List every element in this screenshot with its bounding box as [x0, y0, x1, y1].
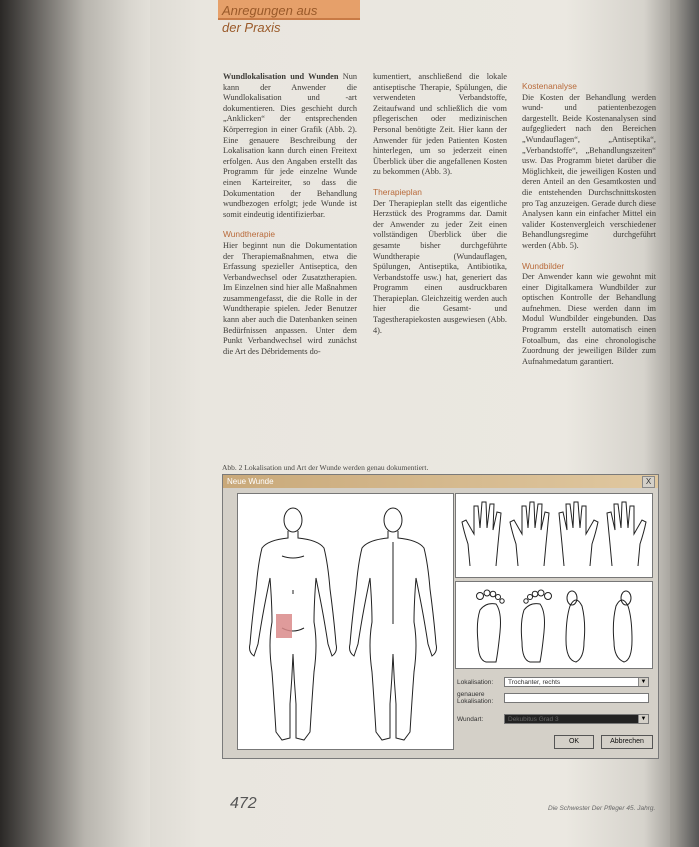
ok-button[interactable]: OK — [554, 735, 594, 749]
dialog-titlebar — [223, 475, 658, 488]
precise-localization-label-2: Lokalisation: — [457, 698, 494, 705]
body-outline-figure — [238, 494, 453, 749]
text-column-2 — [373, 72, 507, 336]
new-wound-dialog — [222, 474, 659, 759]
paragraph-text: Der Anwender kann wie gewohnt mit einer Digitalkamera Wundbilder zur optischen Kontrolle der Behandlung aufnehmen. Diese werden dann im Modul Wundbilder eingebunden. Das Programm erstellt automatisch einen Fotoalbum, das eine chronologische Zuordnung der jeweiligen Bilder zum Aufnahmedatum garantiert. — [522, 272, 656, 366]
figure-caption: Abb. 2 Lokalisation und Art der Wunde werden genau dokumentiert. — [222, 463, 429, 472]
wound-type-label: Wundart: — [457, 716, 484, 723]
localization-select[interactable] — [504, 677, 649, 687]
paragraph — [522, 272, 656, 367]
text-column-1 — [223, 72, 357, 357]
paragraph — [373, 199, 507, 337]
close-button[interactable]: X — [642, 476, 655, 488]
paragraph-text: Die Kosten der Behandlung werden wund- und patientenbezogen dargestellt. Beide Kostenanalysen sind aufgegliedert nach den Bereichen „Wundauflagen“, „Antiseptika“, „Verbandstoffe“, „Behandlungszeiten“ usw. Das Programm bietet darüber die Möglichkeit, die jeweiligen Kosten und deren Anteil an den Gesamtkosten und die entstehenden Durchschnittskosten pro Tag anzuzeigen. Gerade durch diese Analysen kann ein einfacher Mittel ein valider Kostenvergleich verschiedener Behandlungsregime durchgeführt werden (Abb. 5). — [522, 92, 656, 250]
feet-outline-figure — [456, 582, 652, 668]
subheading: Wundbilder — [522, 260, 565, 271]
paragraph — [223, 72, 357, 220]
marked-wound-region[interactable] — [276, 614, 292, 638]
feet-map-panel[interactable] — [455, 581, 653, 669]
section-title-line2: der Praxis — [222, 20, 281, 35]
localization-value: Trochanter, rechts — [508, 679, 561, 686]
precise-localization-input[interactable] — [504, 693, 649, 703]
subheading: Wundtherapie — [223, 229, 275, 240]
paragraph — [522, 93, 656, 252]
localization-label: Lokalisation: — [457, 679, 494, 686]
paragraph — [373, 72, 507, 178]
subheading: Therapieplan — [373, 186, 422, 197]
paragraph-text: Hier beginnt nun die Dokumentation der Therapiemaßnahmen, etwa die Erfassung spezieller Antiseptica, den Verbandwechsel oder Zusatztherapien. Im Einzelnen sind hier alle Maßnahmen zusammengefasst, die die Rolle in der Wundtherapie spielen. Jeder Benutzer kann aber auch die Datenbanken seinen Bedürfnissen anpassen. Unter dem Punkt Verbandwechsel wird zunächst die Art des Débridements do- — [223, 240, 357, 356]
paragraph-text: Der Therapieplan stellt das eigentliche Herzstück des Programms dar. Damit der Anwender zu jeder Zeit einen vollständigen Überblick über die gesamte bisher durchgeführte Wundtherapie (Wundauflagen, Spülungen, Antiseptika, Antibiotika, Verbandstoffe usw.) hat, generiert das Programm einen ausdruckbaren Therapieplan. Gleichzeitig werden auch hier die Gesamt- und Tagestherapiekosten ausgewiesen (Abb. 4). — [373, 198, 507, 335]
chevron-down-icon[interactable]: ▼ — [638, 715, 648, 723]
paragraph-lead: Wundlokalisation und Wunden — [223, 72, 339, 81]
subheading: Kostenanalyse — [522, 81, 577, 91]
wound-type-select[interactable] — [504, 714, 649, 724]
page-number: 472 — [230, 795, 257, 812]
precise-localization-label-1: genauere — [457, 691, 485, 698]
running-footer: Die Schwester Der Pfleger 45. Jahrg. — [548, 805, 656, 812]
paragraph-text: kumentiert, anschließend die lokale antiseptische Therapie, Spülungen, die verwendeten Verbandstoffe, Zeitaufwand und schließlich die vom pflegerischen oder medizinischen Personal benötigte Zeit. Hier kann der Anwender für jeden Patienten Kosten hinterlegen, um so jederzeit einen Überblick über die angefallenen Kosten zu bekommen (Abb. 3). — [373, 72, 507, 177]
cancel-button[interactable]: Abbrechen — [601, 735, 653, 749]
paragraph — [223, 241, 357, 358]
chevron-down-icon[interactable]: ▼ — [638, 678, 648, 686]
wound-type-value: Dekubitus Grad 3 — [508, 716, 559, 723]
paragraph-text: Nun kann der Anwender die Wundlokalisation und -art dokumentieren. Dies geschieht durch „Anklicken“ der entsprechenden Körperregion in einer Grafik (Abb. 2). Eine genauere Beschreibung der Lokalisation kann durch einen Freitext erfolgen. Aus den Angaben erstellt das Programm für jede einzelne Wunde einen Karteireiter, so dass die Dokumentation der Behandlung wundbezogen erfolgt; jede Wunde ist somit eindeutig identifizierbar. — [223, 72, 357, 219]
body-map-panel[interactable] — [237, 493, 454, 750]
text-column-3 — [522, 72, 656, 367]
hands-outline-figure — [456, 494, 652, 577]
section-title-line1: Anregungen aus — [222, 3, 318, 18]
hands-map-panel[interactable] — [455, 493, 653, 578]
dialog-title: Neue Wunde — [227, 477, 274, 486]
